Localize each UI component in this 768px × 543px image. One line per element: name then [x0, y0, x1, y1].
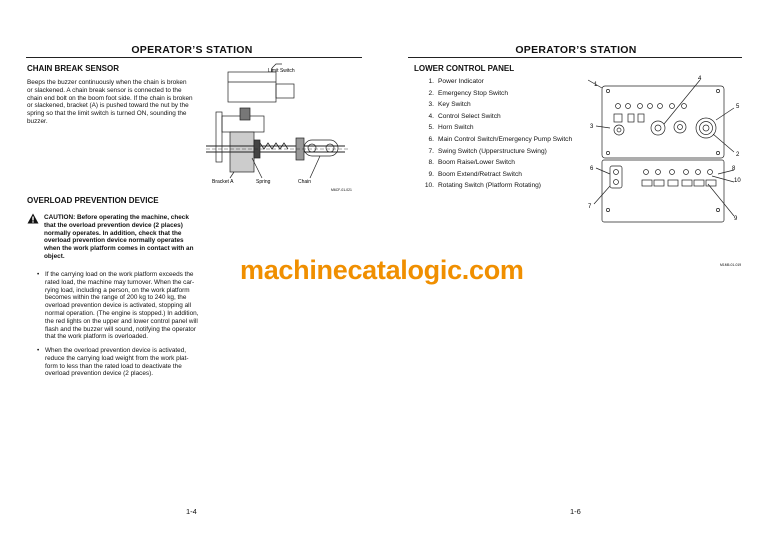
item-label: Main Control Switch/Emergency Pump Switch: [438, 135, 573, 143]
item-number: 9.: [428, 170, 434, 178]
left-page-header: OPERATOR’S STATION: [131, 44, 253, 56]
overload-bullet-1: [37, 271, 237, 341]
list-item: [420, 171, 572, 183]
text-line: flash and the buzzer will sound, notifying the operator: [45, 325, 196, 333]
item-label: Power Indicator: [438, 78, 484, 85]
housing-outline: [228, 72, 276, 102]
item-number: 7.: [428, 147, 434, 155]
text-line: normally operates. In addition, check that the: [44, 229, 182, 237]
text-line: overload prevention device (2 places).: [45, 370, 153, 378]
callout-10: 10: [734, 178, 741, 184]
text-line: normal operation. (The engine is stopped.) In addition,: [45, 309, 199, 317]
item-label: Control Select Switch: [438, 112, 501, 120]
left-header-rule: [26, 57, 362, 58]
text-line: that the work platform is overloaded.: [45, 333, 149, 341]
overload-bullet-2: [37, 347, 237, 378]
item-number: 4.: [428, 112, 434, 120]
list-item: [420, 148, 572, 160]
text-line: becomes within the range of 200 kg to 240 kg, the: [45, 294, 187, 302]
chain-break-title: CHAIN BREAK SENSOR: [27, 64, 120, 73]
item-label: Swing Switch (Upperstructure Swing): [438, 147, 547, 155]
text-line: CAUTION: Before operating the machine, check: [44, 214, 189, 221]
callout-8: 8: [732, 166, 736, 172]
text-line: Beeps the buzzer continuously when the chain is broken: [27, 79, 187, 86]
text-line: rying load, including a person, on the work platform: [45, 286, 190, 294]
callout-9: 9: [734, 216, 738, 222]
limit-switch-body: [276, 84, 294, 98]
callout-3: 3: [590, 124, 594, 130]
text-line: form to less than the rated load to deactivate the: [45, 362, 182, 370]
text-line: or slackened. A chain break sensor is connected to the: [27, 86, 182, 94]
chain-break-text: [27, 79, 217, 126]
item-label: Boom Extend/Retract Switch: [438, 170, 522, 178]
text-line: object.: [44, 252, 65, 260]
item-label: Emergency Stop Switch: [438, 89, 508, 97]
list-item: [420, 78, 572, 90]
text-line: rated load, the machine may turnover. When the car-: [45, 278, 195, 286]
text-line: overload prevention device normally operates: [44, 237, 184, 245]
text-line: or slackened, bracket (A) is pushed toward the nut by the: [27, 102, 189, 110]
callout-6: 6: [590, 166, 594, 172]
left-page-number: 1-4: [186, 507, 197, 516]
text-line: reduce the carrying load weight from the work plat-: [45, 354, 189, 362]
item-label: Horn Switch: [438, 124, 474, 132]
item-label: Key Switch: [438, 101, 471, 109]
text-line: buzzer.: [27, 117, 48, 125]
watermark-text: machinecatalogic.com: [240, 255, 524, 285]
item-number: 3.: [428, 101, 434, 109]
lower-control-panel-figure: [588, 74, 748, 274]
text-line: • If the carrying load on the work platform exceeds the: [45, 271, 194, 278]
bracket-a-label: Bracket A: [212, 179, 234, 185]
warning-triangle-icon: [27, 213, 39, 224]
item-number: 5.: [428, 124, 434, 132]
overload-title: OVERLOAD PREVENTION DEVICE: [27, 196, 159, 205]
chain-break-figure: [200, 60, 360, 195]
list-item: [420, 159, 572, 171]
list-item: [420, 136, 572, 148]
item-number: 6.: [428, 135, 434, 143]
callout-2: 2: [736, 152, 740, 158]
text-line: spring so that the limit switch is turned ON, sounding the: [27, 110, 187, 118]
list-item: [420, 124, 572, 136]
text-line: overload prevention device is activated, stopping all: [45, 302, 192, 310]
callout-1: 1: [594, 82, 598, 88]
item-number: 10.: [424, 182, 434, 190]
chain-label: Chain: [298, 179, 312, 185]
text-line: that the overload prevention device (2 places): [44, 221, 183, 229]
component-list: [420, 78, 572, 194]
right-page-number: 1-6: [570, 507, 581, 516]
list-item: [420, 101, 572, 113]
lower-control-panel-title: LOWER CONTROL PANEL: [414, 64, 515, 73]
list-item: [420, 182, 572, 194]
caution-block: [44, 214, 224, 261]
limit-switch-label: Limit Switch: [268, 68, 295, 74]
right-header-rule: [408, 57, 742, 58]
item-number: 1.: [428, 78, 434, 85]
item-number: 2.: [428, 89, 434, 97]
callout-4: 4: [698, 76, 702, 82]
text-line: the red lights on the upper and lower control panel will: [45, 317, 198, 325]
text-line: chain end bolt on the boom foot side. If the chain is broken: [27, 94, 193, 102]
item-number: 8.: [428, 159, 434, 167]
figure-code: M1M5-01-019: [720, 263, 742, 267]
spring-label: Spring: [256, 179, 271, 185]
lower-panel-plate: [602, 160, 724, 222]
callout-5: 5: [736, 104, 740, 110]
list-item: [420, 90, 572, 102]
text-line: • When the overload prevention device is activated,: [45, 347, 187, 354]
item-label: Rotating Switch (Platform Rotating): [438, 182, 541, 190]
callout-7: 7: [588, 204, 592, 210]
item-label: Boom Raise/Lower Switch: [438, 159, 515, 167]
text-line: when the work platform comes in contact with an: [44, 245, 194, 253]
right-page-header: OPERATOR’S STATION: [515, 44, 637, 56]
list-item: [420, 113, 572, 125]
figure-code: M6CF-01-021: [331, 188, 352, 192]
